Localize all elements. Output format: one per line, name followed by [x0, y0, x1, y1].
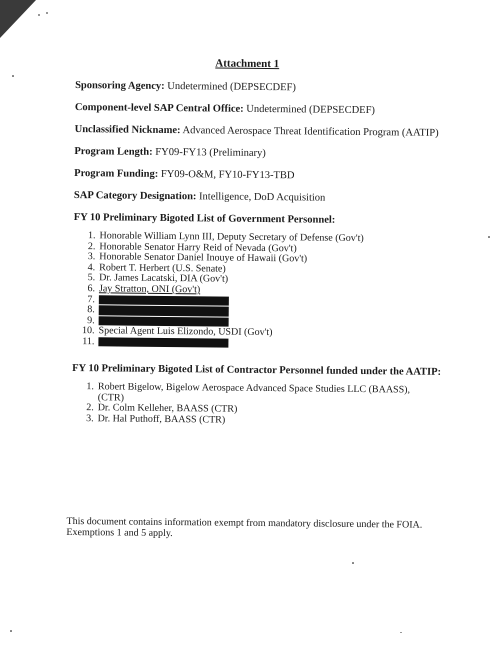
item-text: Honorable Senator Daniel Inouye of Hawaii (Gov't): [99, 251, 308, 265]
item-number: 4.: [87, 261, 96, 274]
field-label: Program Length:: [74, 146, 153, 158]
scan-speck: [38, 14, 40, 16]
scan-speck: [10, 630, 12, 632]
scan-speck: [46, 12, 48, 14]
government-personnel-list: [80, 231, 363, 350]
government-list-heading: FY 10 Preliminary Bigoted List of Government Personnel:: [73, 212, 336, 226]
item-number: 2.: [87, 240, 96, 252]
item-text: Jay Stratton, ONI (Gov't): [98, 283, 201, 296]
field-value: FY09-O&M, FY10-FY13-TBD: [158, 168, 295, 182]
foia-notice: This document contains information exempt from mandatory disclosure under the FOIA. Exemptions 1 and 5 apply.: [66, 515, 423, 540]
nickname-field: [75, 124, 439, 139]
item-number: 3.: [87, 251, 96, 263]
item-text: Robert Bigelow, Bigelow Aerospace Advanced Space Studies LLC (BAASS), (CTR): [97, 381, 411, 404]
redaction-bar: [99, 295, 229, 306]
item-number: 1.: [86, 381, 95, 393]
item-number: 9.: [87, 314, 95, 326]
list-item: [80, 414, 428, 428]
item-number: 3.: [86, 412, 94, 425]
field-label: Component-level SAP Central Office:: [74, 102, 244, 115]
field-value: Intelligence, DoD Acquisition: [196, 191, 326, 204]
field-label: Unclassified Nickname:: [74, 124, 181, 137]
document-page: [66, 0, 464, 540]
scan-speck: [12, 75, 14, 77]
field-value: Advanced Aerospace Threat Identification Program (AATIP): [180, 125, 439, 139]
scan-speck: [400, 632, 402, 633]
list-item-redacted: [80, 337, 362, 351]
item-number: 11.: [82, 336, 95, 348]
item-number: 5.: [87, 272, 96, 284]
item-number: 7.: [87, 293, 95, 305]
sap-category-field: [74, 190, 326, 204]
scan-speck: [488, 236, 490, 238]
program-funding-field: [74, 168, 294, 181]
item-text: Dr. Hal Puthoff, BAASS (CTR): [97, 413, 226, 426]
contractor-list-heading: FY 10 Preliminary Bigoted List of Contractor Personnel funded under the AATIP:: [72, 363, 442, 378]
attachment-title: Attachment 1: [215, 57, 280, 71]
item-number: 1.: [87, 230, 96, 242]
field-label: SAP Category Designation:: [73, 190, 197, 203]
field-label: Program Funding:: [74, 168, 159, 180]
component-office-field: [75, 102, 375, 116]
redaction-bar: [98, 337, 228, 348]
item-number: 6.: [87, 283, 96, 295]
item-text: Dr. Colm Kelleher, BAASS (CTR): [97, 402, 238, 415]
sponsoring-agency-field: [75, 80, 296, 93]
item-text: Honorable Senator Harry Reid of Nevada (Gov't): [99, 240, 297, 254]
field-label: Sponsoring Agency:: [75, 80, 165, 92]
scan-speck: [352, 562, 354, 564]
item-text: Special Agent Luis Elizondo, USDI (Gov't): [98, 325, 273, 339]
item-text: Dr. James Lacatski, DIA (Gov't): [99, 272, 229, 286]
field-value: Undetermined (DEPSECDEF): [164, 80, 296, 94]
item-number: 2.: [86, 402, 94, 414]
item-number: 10.: [81, 325, 95, 337]
item-number: 8.: [87, 304, 95, 316]
program-length-field: [74, 146, 266, 159]
item-text: Honorable William Lynn III, Deputy Secretary of Defense (Gov't): [99, 230, 364, 245]
contractor-personnel-list: [80, 382, 428, 428]
scan-corner-shadow: [0, 0, 36, 38]
item-text: Robert T. Herbert (U.S. Senate): [99, 262, 226, 275]
field-value: FY09-FY13 (Preliminary): [152, 146, 266, 160]
redaction-bar: [99, 305, 229, 316]
field-value: Undetermined (DEPSECDEF): [243, 103, 376, 117]
